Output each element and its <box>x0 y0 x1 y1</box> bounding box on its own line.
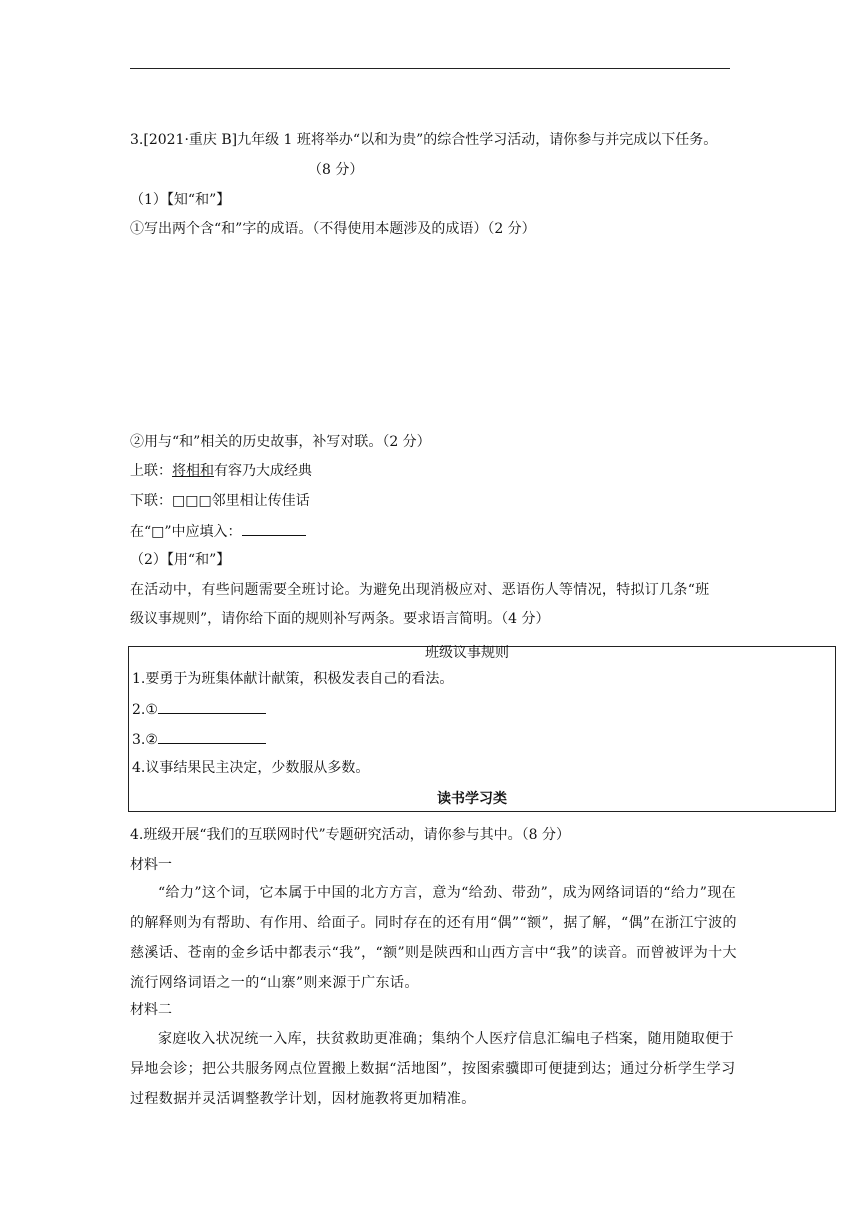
rule-2-label: 2.① <box>132 702 158 718</box>
rule-3-blank[interactable] <box>158 729 266 744</box>
couplet-upper-story: 将相和 <box>172 463 214 479</box>
rule-3 <box>132 729 266 750</box>
couplet-upper <box>130 461 312 481</box>
rules-title: 班级议事规则 <box>425 645 509 661</box>
material-2-label: 材料二 <box>130 1002 172 1018</box>
material-1-label: 材料一 <box>130 857 172 873</box>
material-1-text: “给力”这个词，它本属于中国的北方方言，意为“给劲、带劲”，成为网络词语的“给力”现在的解释则为有帮助、有作用、给面子。同时存在的还有用“偶”“额”，据了解，“偶”在浙江宁波的慈溪话、苍南的金乡话中都表示“我”，“额”则是陕西和山西方言中“我”的读音。而曾被评为十大流行网络词语之一的“山寨”则来源于广东话。 <box>130 885 737 991</box>
couplet-upper-prefix: 上联： <box>130 463 172 479</box>
rule-2 <box>132 699 266 720</box>
question-4-title: 4.班级开展“我们的互联网时代”专题研究活动，请你参与其中。（8 分） <box>130 827 571 843</box>
rule-3-label: 3.② <box>132 732 158 748</box>
section-heading: 读书学习类 <box>437 791 507 807</box>
rule-1: 1.要勇于为班集体献计献策，积极发表自己的看法。 <box>132 671 454 687</box>
rule-4: 4.议事结果民主决定，少数服从多数。 <box>132 760 370 776</box>
fill-in-line <box>130 521 306 542</box>
answer-blank[interactable] <box>242 521 306 536</box>
part-1-label: （1）【知“和”】 <box>130 192 231 208</box>
header-rule <box>130 68 730 69</box>
task-1-prompt: ①写出两个含“和”字的成语。（不得使用本题涉及的成语）（2 分） <box>130 221 536 237</box>
couplet-lower: 下联：□□□邻里相让传佳话 <box>130 493 310 509</box>
material-2-text: 家庭收入状况统一入库，扶贫救助更准确；集纳个人医疗信息汇编电子档案，随用随取便于异地会诊；把公共服务网点位置搬上数据“活地图”，按图索骥即可便捷到达；通过分析学生学习过程数据并灵活调整教学计划，因材施教将更加精准。 <box>130 1031 736 1107</box>
rule-2-blank[interactable] <box>158 699 266 714</box>
couplet-upper-rest: 有容乃大成经典 <box>214 463 312 479</box>
fill-prompt: 在“□”中应填入： <box>130 524 242 540</box>
part-2-label: （2）【用“和”】 <box>130 552 231 568</box>
task-2-prompt: ②用与“和”相关的历史故事，补写对联。（2 分） <box>130 434 431 450</box>
rules-box <box>128 646 836 812</box>
question-3-title: 3.[2021·重庆 B]九年级 1 班将举办“以和为贵”的综合性学习活动，请你参与并完成以下任务。 <box>130 132 718 148</box>
question-3-score: （8 分） <box>308 162 364 178</box>
part-2-text-line-1: 在活动中，有些问题需要全班讨论。为避免出现消极应对、恶语伤人等情况，特拟订几条“班 <box>130 582 710 598</box>
part-2-text-line-2: 级议事规则”，请你给下面的规则补写两条。要求语言简明。（4 分） <box>130 611 550 627</box>
